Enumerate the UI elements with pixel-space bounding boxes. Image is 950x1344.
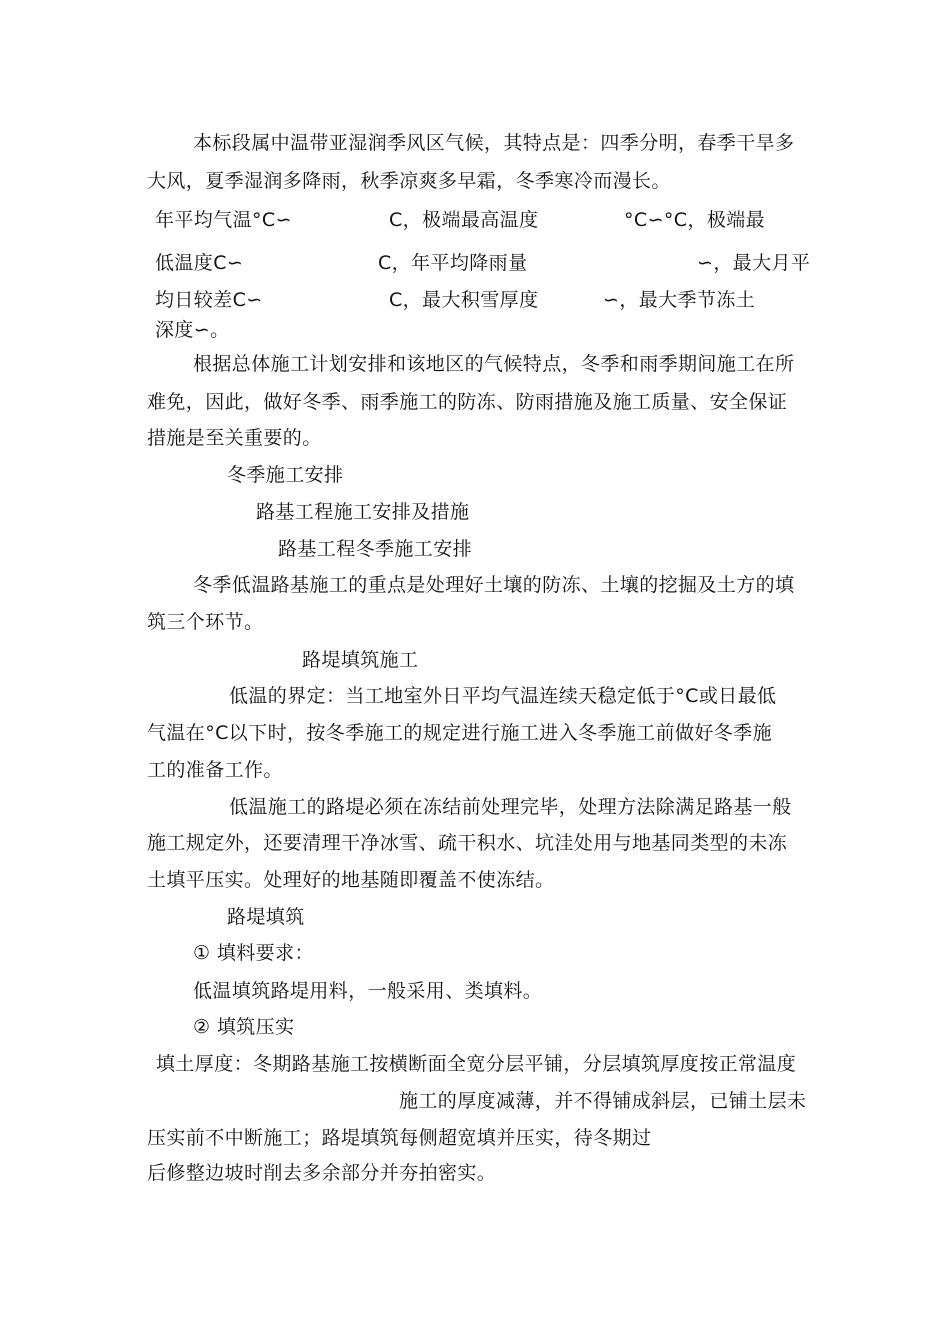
heading-subgrade-measures: 路基工程施工安排及措施 — [256, 501, 470, 523]
climate-row-4a: 深度∽。 — [155, 319, 230, 341]
para2-line-1: 根据总体施工计划安排和该地区的气候特点，冬季和雨季期间施工在所 — [193, 353, 795, 375]
climate-row-2b: C，年平均降雨量 — [378, 252, 528, 274]
item-2-line-1: 填土厚度：冬期路基施工按横断面全宽分层平铺，分层填筑厚度按正常温度 — [156, 1053, 797, 1075]
para2-line-3: 措施是至关重要的。 — [147, 427, 322, 449]
para3-line-1: 冬季低温路基施工的重点是处理好土壤的防冻、土壤的挖掘及土方的填 — [193, 574, 795, 596]
para5-line-3: 土填平压实。处理好的地基随即覆盖不使冻结。 — [147, 869, 555, 891]
climate-row-3a: 均日较差C∽ — [155, 289, 263, 311]
intro-line-2: 大风，夏季湿润多降雨，秋季凉爽多早霜，冬季寒冷而漫长。 — [147, 170, 671, 192]
item-2-line-3: 压实前不中断施工；路堤填筑每侧超宽填并压实，待冬期过 — [147, 1127, 652, 1149]
item-1-title: ① 填料要求： — [193, 942, 314, 964]
heading-fill: 路堤填筑 — [227, 906, 305, 928]
item-1-text: 低温填筑路堤用料，一般采用、类填料。 — [193, 980, 543, 1002]
para3-line-2: 筑三个环节。 — [147, 611, 264, 633]
para5-line-1: 低温施工的路堤必须在冻结前处理完毕，处理方法除满足路基一般 — [229, 796, 792, 818]
item-2-line-4: 后修整边坡时削去多余部分并夯拍密实。 — [147, 1162, 497, 1184]
climate-row-1b: C，极端最高温度 — [389, 209, 539, 231]
para2-line-2: 难免，因此，做好冬季、雨季施工的防冻、防雨措施及施工质量、安全保证 — [147, 391, 788, 413]
para5-line-2: 施工规定外，还要清理干净冰雪、疏干积水、坑洼处用与地基同类型的未冻 — [147, 832, 788, 854]
heading-winter-arrangement: 冬季施工安排 — [227, 464, 344, 486]
climate-row-1a: 年平均气温°C∽ — [155, 209, 292, 231]
climate-row-3c: ∽，最大季节冻土 — [603, 289, 756, 311]
heading-subgrade-winter: 路基工程冬季施工安排 — [278, 538, 473, 560]
climate-row-2a: 低温度C∽ — [155, 252, 244, 274]
climate-row-1c: °C∽°C，极端最 — [624, 209, 766, 231]
intro-line-1: 本标段属中温带亚湿润季风区气候，其特点是：四季分明，春季干旱多 — [193, 132, 795, 154]
heading-embankment: 路堤填筑施工 — [302, 649, 419, 671]
para4-line-2: 气温在°C以下时，按冬季施工的规定进行施工进入冬季施工前做好冬季施 — [147, 722, 772, 744]
item-2-line-2: 施工的厚度减薄，并不得铺成斜层，已铺土层未 — [399, 1090, 807, 1112]
para4-line-1: 低温的界定：当工地室外日平均气温连续天稳定低于°C或日最低 — [229, 685, 777, 707]
para4-line-3: 工的准备工作。 — [147, 759, 283, 781]
climate-row-2c: ∽，最大月平 — [697, 252, 811, 274]
item-2-title: ② 填筑压实 — [193, 1016, 295, 1038]
climate-row-3b: C，最大积雪厚度 — [389, 289, 539, 311]
